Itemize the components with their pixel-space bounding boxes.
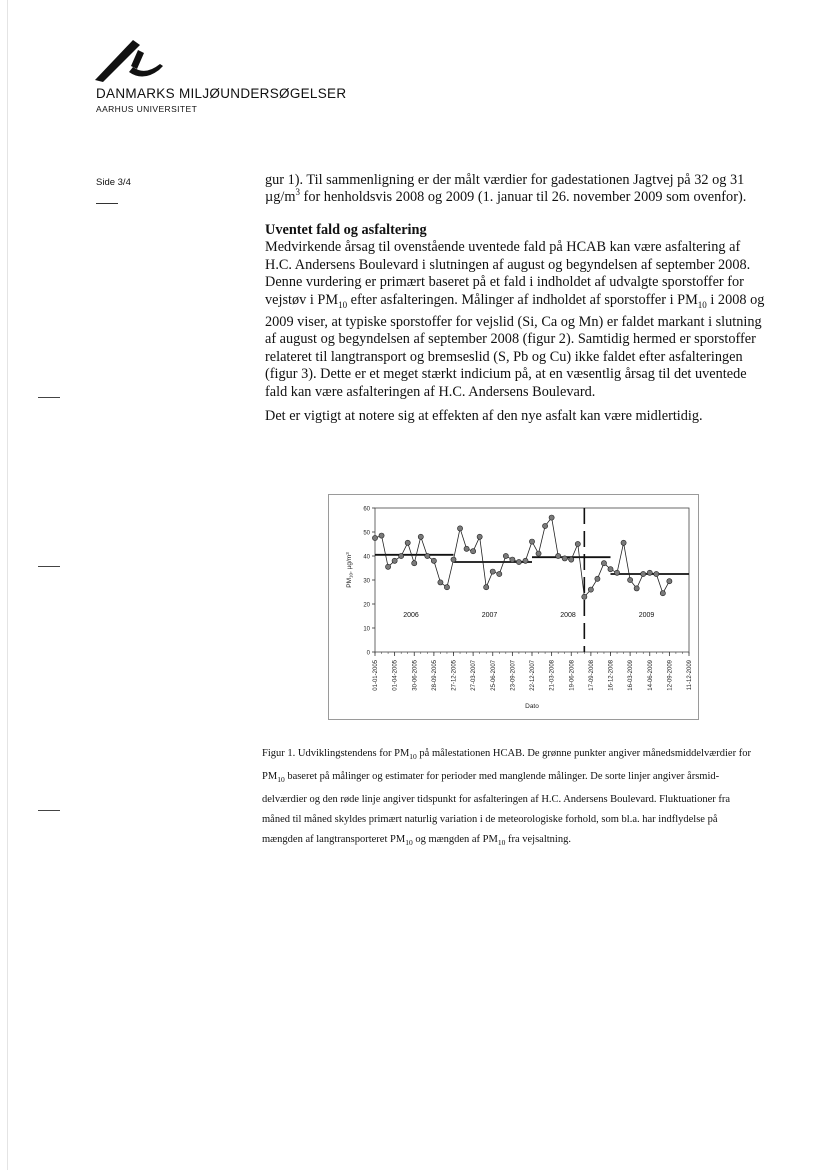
x-axis-label: Dato <box>525 703 539 710</box>
y-tick-label: 0 <box>366 650 370 657</box>
x-tick-label: 19-06-2008 <box>569 660 576 691</box>
data-point <box>569 557 574 562</box>
caption-part-b: på målestationen HCAB. De grønne punkter angiver månedsmiddelværdier for PM <box>262 748 751 783</box>
x-tick-label: 12-09-2009 <box>667 660 674 691</box>
year-label: 2009 <box>638 612 655 620</box>
data-point <box>575 541 580 546</box>
data-point <box>457 526 462 531</box>
data-point <box>523 558 528 563</box>
data-point <box>510 557 515 562</box>
intro-line-1: gur 1). Til sammenligning er der målt værdier for gadestationen Jagtvej på 32 og 31 <box>265 172 745 188</box>
data-point <box>484 585 489 590</box>
data-point <box>654 571 659 576</box>
margin-tick <box>38 397 60 398</box>
x-tick-label: 27-12-2005 <box>451 660 458 691</box>
x-tick-label: 16-12-2008 <box>608 660 615 691</box>
data-point <box>556 553 561 558</box>
data-point <box>431 558 436 563</box>
y-tick-label: 10 <box>363 626 370 633</box>
pm10-chart <box>329 495 698 719</box>
data-point <box>647 570 652 575</box>
x-tick-label: 01-01-2005 <box>373 660 379 691</box>
para1-part-b: efter asfalteringen. Målinger af indholdet af sporstoffer i PM <box>347 291 698 308</box>
data-point <box>582 594 587 599</box>
x-tick-label: 01-04-2005 <box>392 660 399 691</box>
margin-rule <box>96 203 118 204</box>
page-number: Side 3/4 <box>96 177 131 188</box>
data-point <box>392 558 397 563</box>
data-point <box>477 534 482 539</box>
data-point <box>542 523 547 528</box>
margin-tick <box>38 810 60 811</box>
x-tick-label: 30-06-2005 <box>412 660 419 691</box>
data-point <box>536 551 541 556</box>
pm-subscript: 10 <box>338 299 348 310</box>
pm-subscript: 10 <box>405 838 413 848</box>
data-point <box>516 559 521 564</box>
para1-part-a: Medvirkende årsag til ovenstående uventede fald på HCAB kan være asfaltering af H.C. Andersens Boulevard i slutningen af august og begyndelsen af september 2008. Denne vurdering er primært baseret på et fald i indholdet af udvalgte sporstoffer for vejstøv i PM <box>265 239 751 308</box>
data-point <box>405 540 410 545</box>
data-point <box>608 567 613 572</box>
x-tick-label: 14-06-2009 <box>647 660 654 691</box>
data-point <box>660 591 665 596</box>
data-point <box>425 553 430 558</box>
data-point <box>444 585 449 590</box>
data-point <box>438 580 443 585</box>
data-point <box>601 561 606 566</box>
year-label: 2006 <box>403 612 419 620</box>
x-tick-label: 17-09-2008 <box>588 660 595 691</box>
data-point <box>379 533 384 538</box>
paragraph-1 <box>265 239 765 401</box>
x-tick-label: 23-09-2007 <box>510 660 517 691</box>
data-point <box>595 576 600 581</box>
data-point <box>418 534 423 539</box>
y-tick-label: 50 <box>363 530 370 537</box>
plot-area <box>375 508 689 652</box>
caption-part-c: baseret på målinger og estimater for perioder med manglende målinger. De sorte linjer angiver årsmiddelværdier og den røde linje angiver tidspunkt for asfalteringen af H.C. Andersens Boulevard. Fluktuationer fra måned til måned skyldes primært naturlig variation i de meteorologiske forhold, som bl.a. har indflydelse på mængden af langtransporteret PM <box>262 771 730 846</box>
x-tick-label: 16-03-2009 <box>628 660 635 691</box>
intro-unit-sup: 3 <box>295 187 300 198</box>
data-point <box>385 564 390 569</box>
data-point <box>614 570 619 575</box>
pm-subscript: 10 <box>277 775 285 785</box>
pm-subscript: 10 <box>497 838 506 848</box>
figure-frame <box>328 494 699 720</box>
data-point <box>497 571 502 576</box>
caption-part-a: Figur 1. Udviklingstendens for PM <box>262 748 410 759</box>
org-subtitle: AARHUS UNIVERSITET <box>96 104 198 114</box>
y-tick-label: 60 <box>363 506 370 513</box>
para1-part-c: i 2008 og 2009 viser, at typiske sporstoffer for vejslid (Si, Ca og Mn) er faldet markant i slutning af august og begyndelsen af september 2008 (figur 2). Samtidig hermed er sporstoffer relateret til langtransport og bremseslid (S, Pb og Cu) ikke faldet efter asfalteringen (figur 3). Dette er et meget stærkt indicium på, at en væsentlig årsag til det uventede fald kan være asfalteringen af H.C. Andersens Boulevard. <box>265 291 765 400</box>
intro-unit: µg/m <box>265 189 296 206</box>
data-point <box>503 553 508 558</box>
data-point <box>641 571 646 576</box>
data-point <box>412 561 417 566</box>
x-tick-label: 21-03-2008 <box>549 660 556 691</box>
data-point <box>529 539 534 544</box>
margin-tick <box>38 566 60 567</box>
section-heading: Uventet fald og asfaltering <box>265 222 427 238</box>
data-point <box>490 569 495 574</box>
data-point <box>634 586 639 591</box>
x-tick-label: 27-03-2007 <box>471 660 478 691</box>
scan-edge <box>7 0 8 1170</box>
data-point <box>471 549 476 554</box>
x-tick-label: 28-09-2005 <box>431 660 438 691</box>
intro-line-2: for henholdsvis 2008 og 2009 (1. januar til 26. november 2009 som ovenfor). <box>299 189 747 206</box>
data-point <box>549 515 554 520</box>
section-block <box>265 222 765 401</box>
caption-part-e: fra vejsaltning. <box>505 834 571 846</box>
series-line <box>375 518 669 597</box>
figure-caption <box>262 744 752 853</box>
data-point <box>372 535 377 540</box>
data-point <box>621 540 626 545</box>
intro-paragraph <box>265 172 765 207</box>
data-point <box>562 556 567 561</box>
org-name: DANMARKS MILJØUNDERSØGELSER <box>96 86 347 101</box>
data-point <box>628 577 633 582</box>
caption-part-d: og mængden af PM <box>412 834 498 846</box>
data-point <box>588 587 593 592</box>
x-tick-label: 25-06-2007 <box>490 660 497 691</box>
x-tick-label: 11-12-2009 <box>687 660 693 691</box>
pm-subscript: 10 <box>697 299 707 310</box>
data-point <box>451 557 456 562</box>
au-logo-icon <box>93 36 165 82</box>
y-tick-label: 20 <box>363 602 370 609</box>
year-label: 2007 <box>481 612 498 620</box>
y-tick-label: 30 <box>363 578 370 585</box>
y-tick-label: 40 <box>363 554 370 561</box>
pm-subscript: 10 <box>409 752 417 762</box>
x-tick-label: 22-12-2007 <box>530 660 536 691</box>
paragraph-2: Det er vigtigt at notere sig at effekten af den nye asfalt kan være midlertidig. <box>265 408 703 424</box>
year-label: 2008 <box>560 612 576 620</box>
data-point <box>464 546 469 551</box>
data-point <box>667 579 672 584</box>
data-point <box>399 553 404 558</box>
y-axis-label: $PM_{10}$, $\mu g/m^3$ <box>345 552 354 588</box>
